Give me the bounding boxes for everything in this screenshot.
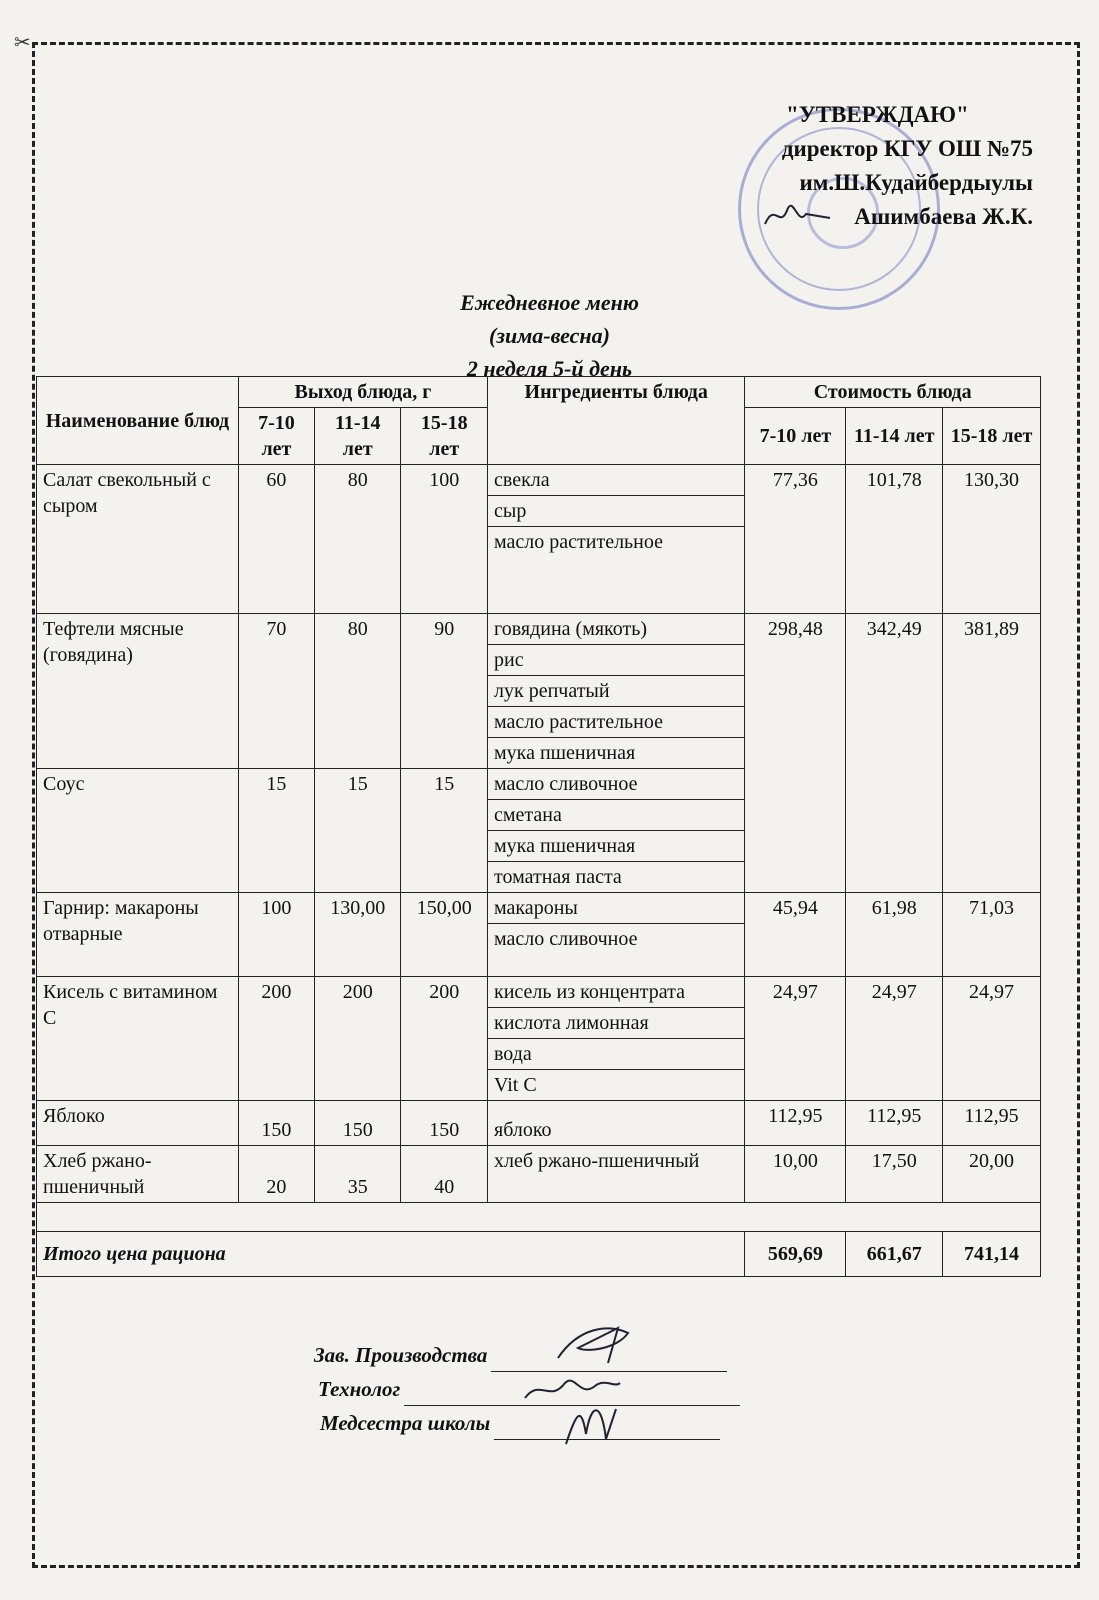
- yield-11-14: 35: [315, 1146, 401, 1203]
- title-line-3: 2 неделя 5-й день: [466, 356, 633, 381]
- yield-7-10: 15: [238, 769, 314, 893]
- ingredient: рис: [488, 645, 745, 676]
- empty-row: [37, 1203, 1041, 1232]
- dish-name: Хлеб ржано-пшеничный: [37, 1146, 239, 1203]
- yield-15-18: 15: [401, 769, 488, 893]
- ingredient: Vit C: [488, 1070, 745, 1101]
- header-yield-age-11-14: 11-14 лет: [315, 408, 401, 465]
- yield-11-14: 80: [315, 614, 401, 769]
- cost-15-18: 130,30: [943, 465, 1041, 614]
- header-cost-age-11-14: 11-14 лет: [846, 408, 943, 465]
- dish-name: Кисель с витамином С: [37, 977, 239, 1101]
- ingredient: томатная паста: [488, 862, 745, 893]
- header-cost-age-15-18: 15-18 лет: [943, 408, 1041, 465]
- director-signature: [760, 196, 840, 236]
- yield-15-18: 40: [401, 1146, 488, 1203]
- title-line-2: (зима-весна): [489, 323, 610, 348]
- ingredient: кисель из концентрата: [488, 977, 745, 1008]
- yield-15-18: 150: [401, 1101, 488, 1146]
- yield-7-10: 150: [238, 1101, 314, 1146]
- total-row: [37, 1232, 1041, 1277]
- table-row: [37, 465, 1041, 496]
- total-cost-7-10: 569,69: [745, 1232, 846, 1277]
- ingredient: хлеб ржано-пшеничный: [488, 1146, 745, 1203]
- table-row: [37, 893, 1041, 924]
- table-row: [37, 614, 1041, 645]
- ingredient: мука пшеничная: [488, 831, 745, 862]
- menu-title: [0, 286, 1099, 385]
- cost-7-10: 45,94: [745, 893, 846, 977]
- total-cost-11-14: 661,67: [846, 1232, 943, 1277]
- ingredient: масло сливочное: [488, 769, 745, 800]
- nurse-signature: [556, 1394, 626, 1454]
- cost-15-18: 71,03: [943, 893, 1041, 977]
- production-signature: [548, 1318, 648, 1368]
- approval-school: им.Ш.Кудайбердыулы: [799, 170, 1033, 195]
- yield-15-18: 200: [401, 977, 488, 1101]
- yield-15-18: 90: [401, 614, 488, 769]
- header-cost-age-7-10: 7-10 лет: [745, 408, 846, 465]
- header-yield-age-15-18: 15-18 лет: [401, 408, 488, 465]
- cost-11-14: 17,50: [846, 1146, 943, 1203]
- ingredient: масло сливочное: [488, 924, 745, 977]
- ingredient: кислота лимонная: [488, 1008, 745, 1039]
- ingredient: макароны: [488, 893, 745, 924]
- title-line-1: Ежедневное меню: [460, 290, 639, 315]
- header-dish-name: Наименование блюд: [37, 377, 239, 465]
- cost-15-18: 24,97: [943, 977, 1041, 1101]
- approval-position: директор КГУ ОШ №75: [781, 136, 1033, 161]
- header-ingredients: Ингредиенты блюда: [488, 377, 745, 465]
- yield-7-10: 70: [238, 614, 314, 769]
- dish-name: Соус: [37, 769, 239, 893]
- ingredient: сметана: [488, 800, 745, 831]
- cost-7-10: 77,36: [745, 465, 846, 614]
- ingredient: яблоко: [488, 1101, 745, 1146]
- cost-15-18: 112,95: [943, 1101, 1041, 1146]
- header-cost: Стоимость блюда: [745, 377, 1041, 408]
- production-manager-label: Зав. Производства: [314, 1343, 488, 1367]
- yield-7-10: 60: [238, 465, 314, 614]
- header-yield-age-7-10: 7-10 лет: [238, 408, 314, 465]
- cost-11-14: 342,49: [846, 614, 943, 893]
- dish-name: Яблоко: [37, 1101, 239, 1146]
- approval-director-name: Ашимбаева Ж.К.: [854, 204, 1033, 229]
- dish-name: Салат свекольный с сыром: [37, 465, 239, 614]
- technologist-label: Технолог: [318, 1377, 401, 1401]
- ingredient: сыр: [488, 496, 745, 527]
- yield-15-18: 150,00: [401, 893, 488, 977]
- table-row: [37, 977, 1041, 1008]
- cost-11-14: 61,98: [846, 893, 943, 977]
- total-cost-15-18: 741,14: [943, 1232, 1041, 1277]
- yield-11-14: 200: [315, 977, 401, 1101]
- school-nurse-label: Медсестра школы: [320, 1411, 491, 1435]
- table-row: [37, 1146, 1041, 1203]
- yield-7-10: 20: [238, 1146, 314, 1203]
- menu-table: [36, 376, 1041, 1277]
- ingredient: говядина (мякоть): [488, 614, 745, 645]
- cost-15-18: 381,89: [943, 614, 1041, 893]
- yield-11-14: 150: [315, 1101, 401, 1146]
- ingredient: свекла: [488, 465, 745, 496]
- yield-11-14: 130,00: [315, 893, 401, 977]
- cost-7-10: 298,48: [745, 614, 846, 893]
- ingredient: вода: [488, 1039, 745, 1070]
- yield-11-14: 15: [315, 769, 401, 893]
- cost-15-18: 20,00: [943, 1146, 1041, 1203]
- dish-name: Тефтели мясные (говядина): [37, 614, 239, 769]
- ingredient: масло растительное: [488, 707, 745, 738]
- table-row: [37, 1101, 1041, 1146]
- yield-7-10: 100: [238, 893, 314, 977]
- scissors-icon: ✂: [14, 32, 31, 54]
- ingredient: мука пшеничная: [488, 738, 745, 769]
- ingredient: масло растительное: [488, 527, 745, 614]
- total-label: Итого цена рациона: [37, 1232, 745, 1277]
- cost-11-14: 112,95: [846, 1101, 943, 1146]
- dish-name: Гарнир: макароны отварные: [37, 893, 239, 977]
- yield-15-18: 100: [401, 465, 488, 614]
- cost-11-14: 101,78: [846, 465, 943, 614]
- cost-7-10: 24,97: [745, 977, 846, 1101]
- cost-7-10: 112,95: [745, 1101, 846, 1146]
- cost-7-10: 10,00: [745, 1146, 846, 1203]
- header-yield: Выход блюда, г: [238, 377, 487, 408]
- approval-heading: "УТВЕРЖДАЮ": [786, 102, 969, 127]
- yield-11-14: 80: [315, 465, 401, 614]
- ingredient: лук репчатый: [488, 676, 745, 707]
- table-row: [37, 1203, 1041, 1232]
- cost-11-14: 24,97: [846, 977, 943, 1101]
- yield-7-10: 200: [238, 977, 314, 1101]
